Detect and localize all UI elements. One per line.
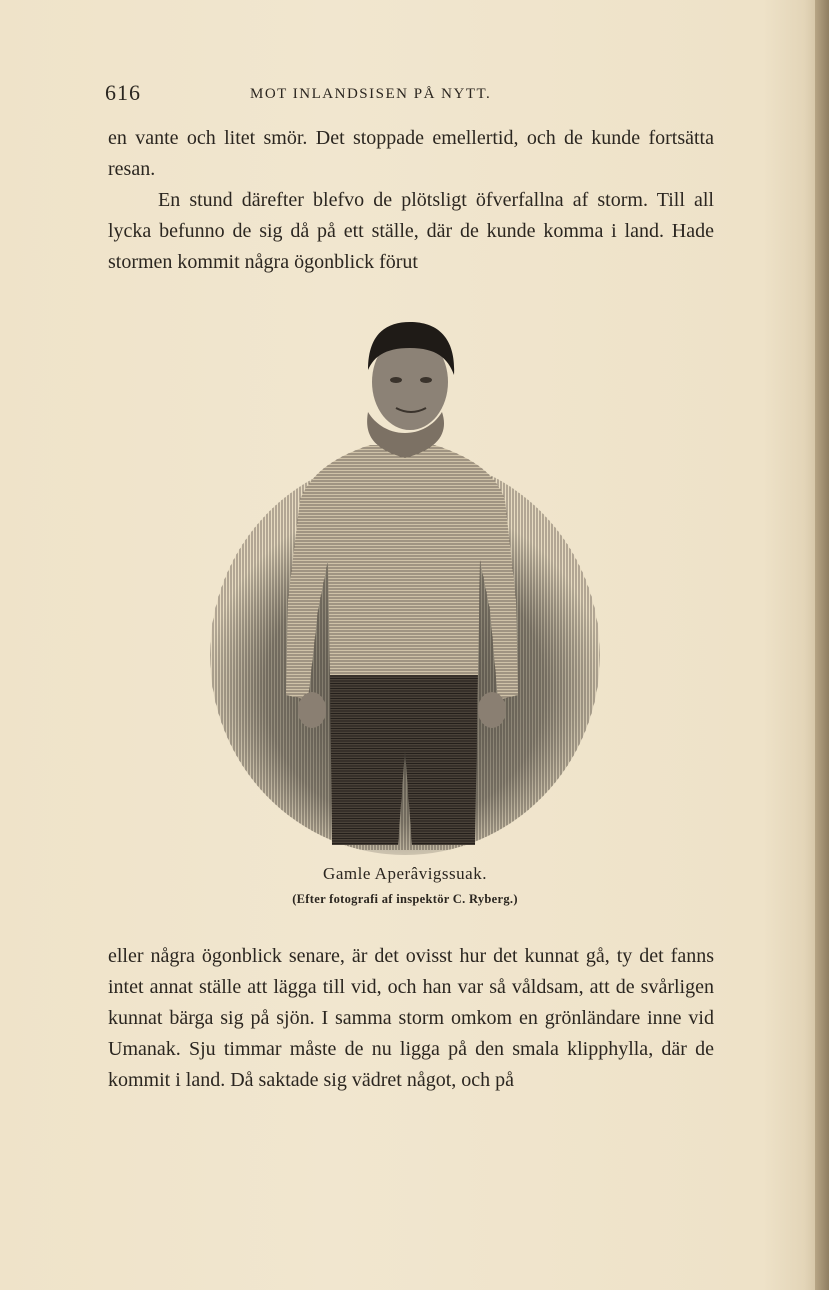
- figure-caption: Gamle Aperâvigssuak.: [323, 864, 487, 883]
- page-edge: [815, 0, 829, 1290]
- paragraph-1: en vante och litet smör. Det stoppade emellertid, och de kunde fortsätta resan.: [108, 127, 714, 180]
- paragraph-3: eller några ögonblick senare, är det ovisst hur det kunnat gå, ty det fanns intet annat ställe att lägga till vid, och han var så våldsam, att de svårligen kunnat bärga sig på sjön. I samma storm omkom en grönländare inne vid Umanak. Sju timmar måste de nu ligga på den smala klipphylla, där de kommit i land. Då saktade sig vädret något, och på: [108, 945, 714, 1091]
- paragraph-2: En stund därefter blefvo de plötsligt öfverfallna af storm. Till all lycka befunno de sig då på ett ställe, där de kunde komma i land. Hade stormen kommit några ögonblick förut: [108, 189, 714, 273]
- portrait-engraving: [200, 300, 610, 860]
- figure-credit: (Efter fotografi af inspektör C. Ryberg.): [292, 892, 518, 906]
- running-title: MOT INLANDSISEN PÅ NYTT.: [250, 86, 492, 102]
- right-hand: [478, 692, 506, 728]
- left-hand: [298, 692, 326, 728]
- page-header: [105, 80, 715, 110]
- page-number: 616: [105, 80, 141, 105]
